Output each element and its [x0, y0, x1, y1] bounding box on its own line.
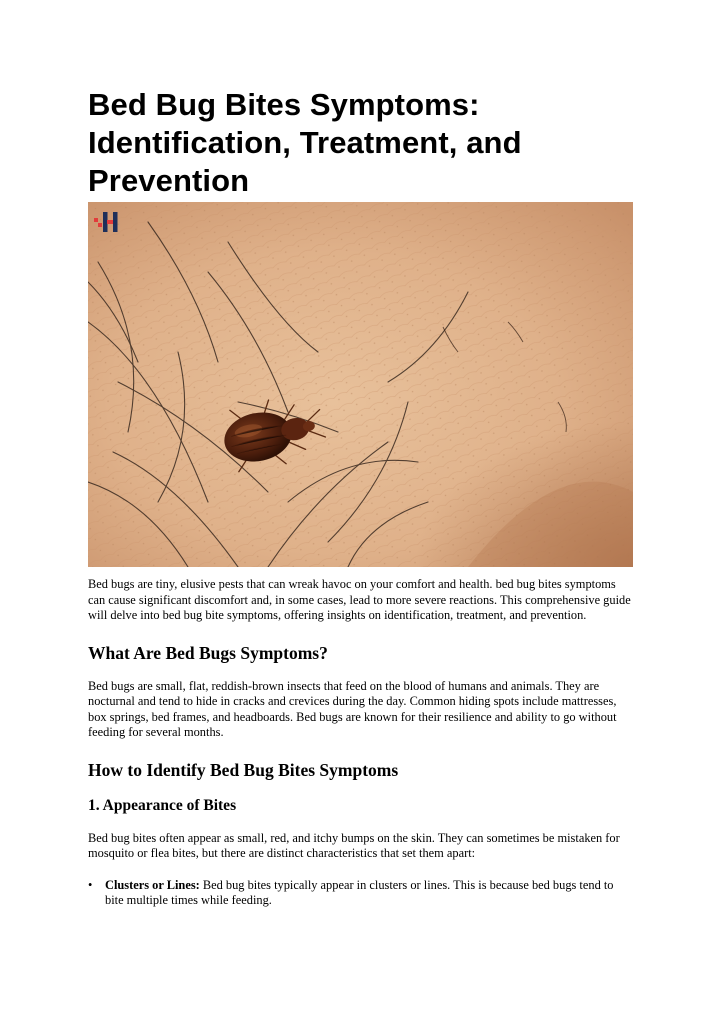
bullet-list [88, 878, 633, 909]
list-item-term: Clusters or Lines: [105, 877, 200, 892]
list-item [88, 877, 633, 909]
page-title: Bed Bug Bites Symptoms: Identification, Treatment, and Prevention [88, 87, 522, 198]
section-heading-what-are: What Are Bed Bugs Symptoms? [88, 642, 328, 663]
logo-icon [94, 210, 120, 234]
bed-bug-photo [88, 202, 633, 567]
section-paragraph-what-are: Bed bugs are small, flat, reddish-brown insects that feed on the blood of humans and animals. They are nocturnal and tend to hide in cracks and crevices during the day. Common hiding spots include mattresses, box springs, bed frames, and headboards. Bed bugs are known for their resilience and ability to go without feeding for several months. [88, 678, 617, 739]
article [88, 86, 633, 909]
section-heading-identify: How to Identify Bed Bug Bites Symptoms [88, 759, 399, 780]
list-item-text: Bed bug bites typically appear in clusters or lines. This is because bed bugs tend to bite multiple times while feeding. [105, 877, 614, 907]
subsection-paragraph-appearance: Bed bug bites often appear as small, red, and itchy bumps on the skin. They can sometimes be mistaken for mosquito or flea bites, but there are distinct characteristics that set them apart: [88, 830, 620, 860]
intro-paragraph: Bed bugs are tiny, elusive pests that can wreak havoc on your comfort and health. bed bug bites symptoms can cause significant discomfort and, in some cases, lead to more severe reactions. This comprehensive guide will delve into bed bug bite symptoms, offering insights on identification, treatment, and prevention. [88, 577, 631, 622]
bullet-icon: • [88, 877, 93, 892]
subsection-heading-appearance: 1. Appearance of Bites [88, 796, 237, 814]
